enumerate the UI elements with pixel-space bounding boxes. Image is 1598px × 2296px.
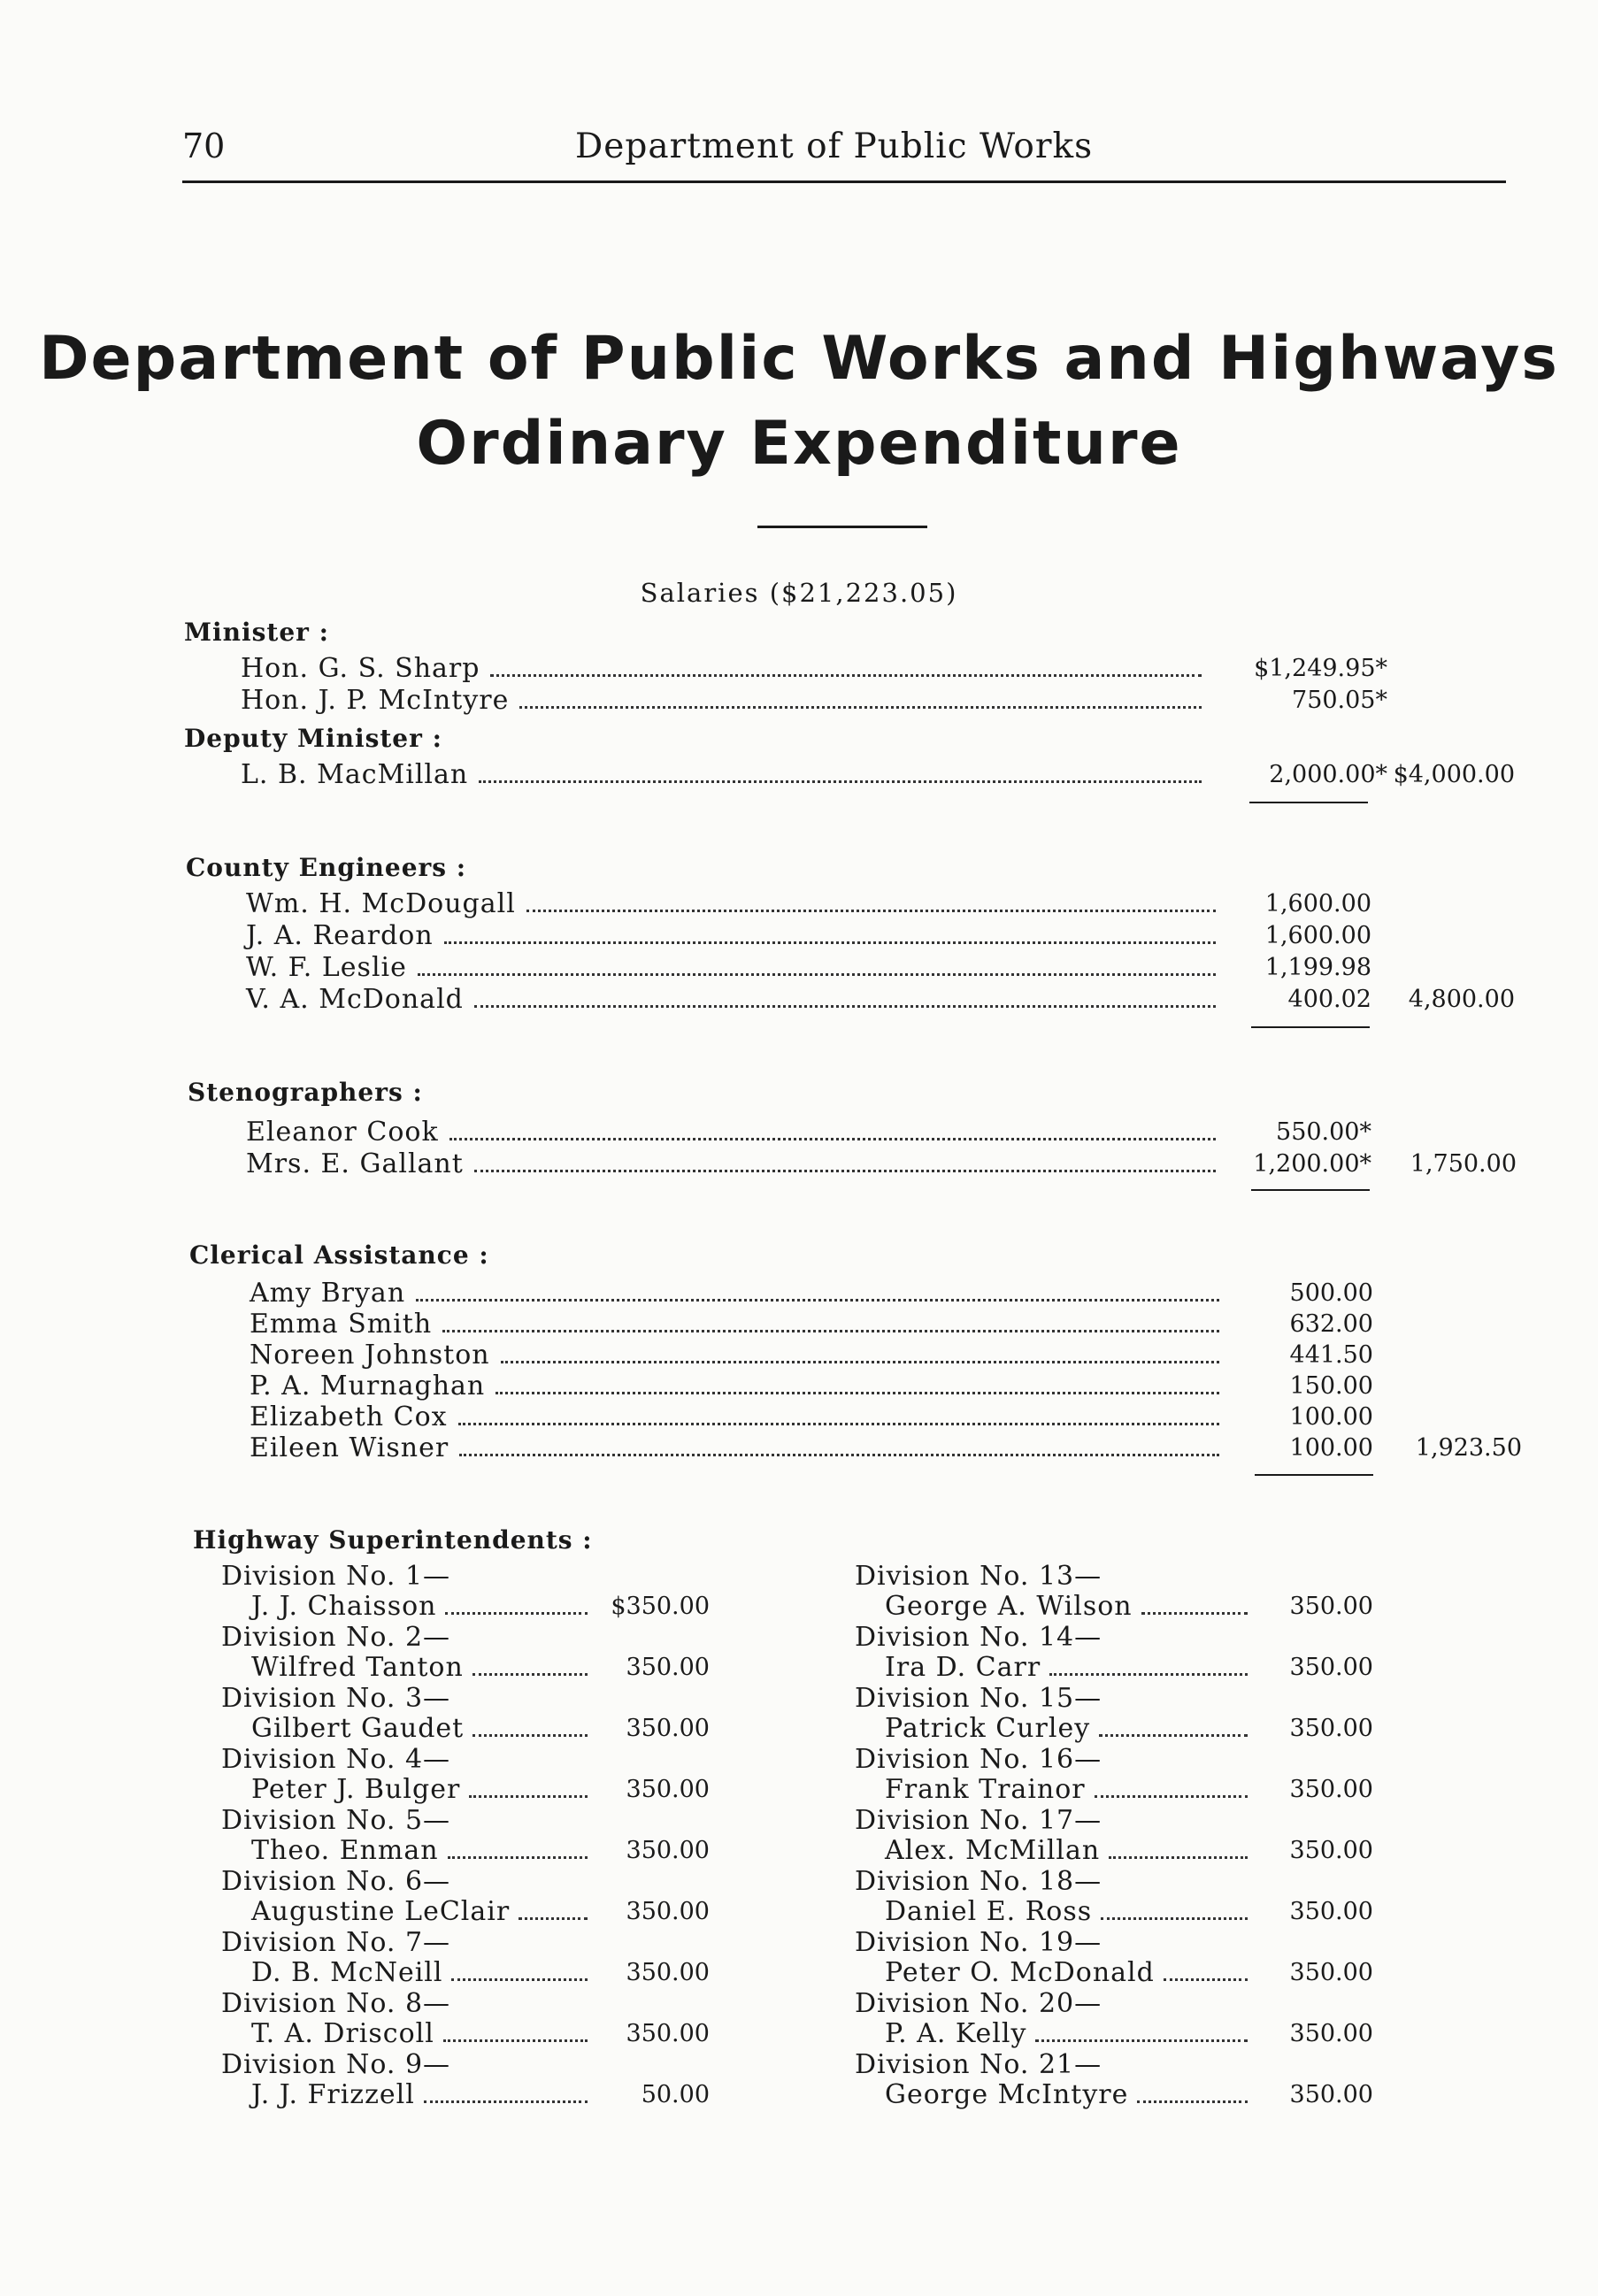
entry-name: Amy Bryan <box>250 1278 406 1309</box>
superintendent-name: George McIntyre <box>885 2079 1129 2110</box>
entry-amount: 550.00* <box>1276 1118 1371 1146</box>
dot-leader <box>490 674 1202 677</box>
dot-leader <box>496 1392 1219 1394</box>
division-label: Division No. 1— <box>221 1561 451 1592</box>
section-heading-deputy-minister: Deputy Minister : <box>184 724 442 753</box>
dot-leader <box>442 1330 1219 1332</box>
entry-name: Hon. G. S. Sharp <box>241 653 480 684</box>
entry-name: V. A. McDonald <box>246 984 464 1015</box>
entry-amount: 100.00 <box>1289 1434 1373 1462</box>
dot-leader <box>469 1795 588 1798</box>
section-heading-clerical-assistance: Clerical Assistance : <box>189 1240 489 1270</box>
superintendent-amount: 350.00 <box>626 1898 710 1925</box>
superintendent-name: Ira D. Carr <box>885 1652 1041 1683</box>
entry-amount: 1,199.98 <box>1264 954 1371 981</box>
entry-amount: 150.00 <box>1289 1372 1373 1400</box>
superintendent-amount: 350.00 <box>626 1837 710 1864</box>
division-label: Division No. 2— <box>221 1622 451 1653</box>
superintendent-name: Alex. McMillan <box>885 1835 1101 1866</box>
list-item <box>885 1957 1256 1989</box>
dot-leader <box>474 1170 1216 1172</box>
entry-amount: 500.00 <box>1289 1279 1373 1307</box>
division-label: Division No. 4— <box>221 1744 451 1775</box>
list-item <box>885 1713 1256 1745</box>
superintendent-amount: 350.00 <box>626 2020 710 2047</box>
list-item <box>250 1432 1232 1464</box>
entry-amount: 632.00 <box>1289 1310 1373 1338</box>
division-label: Division No. 8— <box>221 1988 451 2019</box>
entry-name: Noreen Johnston <box>250 1340 490 1371</box>
dot-leader <box>1049 1673 1248 1676</box>
list-item <box>251 2079 596 2111</box>
division-label: Division No. 5— <box>221 1805 451 1836</box>
list-item <box>246 920 1228 952</box>
superintendent-name: Peter O. McDonald <box>885 1957 1155 1988</box>
division-label: Division No. 14— <box>855 1622 1102 1653</box>
dot-leader <box>449 1138 1216 1140</box>
list-item <box>251 1896 596 1928</box>
superintendent-name: Wilfred Tanton <box>251 1652 464 1683</box>
superintendent-amount: 50.00 <box>641 2081 710 2108</box>
dot-leader <box>479 780 1202 783</box>
list-item <box>250 1401 1232 1433</box>
list-item <box>251 1713 596 1745</box>
list-item <box>885 1835 1256 1867</box>
division-label: Division No. 18— <box>855 1866 1102 1897</box>
division-label: Division No. 20— <box>855 1988 1102 2019</box>
section-heading-minister: Minister : <box>184 618 329 647</box>
dot-leader <box>416 1299 1219 1302</box>
superintendent-amount: $350.00 <box>611 1593 710 1620</box>
list-item <box>250 1309 1232 1340</box>
superintendent-name: Frank Trainor <box>885 1774 1086 1805</box>
dot-leader <box>474 1005 1216 1008</box>
superintendent-amount: 350.00 <box>1289 1837 1373 1864</box>
page-number: 70 <box>182 127 226 165</box>
list-item <box>241 759 1214 791</box>
entry-name: W. F. Leslie <box>246 952 407 983</box>
superintendent-name: Theo. Enman <box>251 1835 439 1866</box>
list-item <box>250 1340 1232 1371</box>
page-title: Department of Public Works and Highways <box>39 324 1559 394</box>
superintendent-name: D. B. McNeill <box>251 1957 443 1988</box>
dot-leader <box>1137 2100 1248 2103</box>
list-item <box>241 685 1214 717</box>
section-total: 1,923.50 <box>1415 1434 1522 1462</box>
dot-leader <box>451 1978 588 1981</box>
dot-leader <box>519 706 1202 709</box>
division-label: Division No. 7— <box>221 1927 451 1958</box>
superintendent-amount: 350.00 <box>1289 2020 1373 2047</box>
superintendent-name: T. A. Driscoll <box>251 2018 434 2049</box>
list-item <box>885 1591 1256 1623</box>
entry-name: Eileen Wisner <box>250 1432 449 1463</box>
subtotal-rule <box>1249 802 1368 803</box>
superintendent-name: P. A. Kelly <box>885 2018 1027 2049</box>
dot-leader <box>1141 1612 1248 1615</box>
entry-amount: 1,600.00 <box>1264 922 1371 949</box>
entry-name: Hon. J. P. McIntyre <box>241 685 510 716</box>
dot-leader <box>519 1917 588 1920</box>
list-item <box>251 1957 596 1989</box>
division-label: Division No. 6— <box>221 1866 451 1897</box>
division-label: Division No. 17— <box>855 1805 1102 1836</box>
dot-leader <box>472 1734 588 1737</box>
dot-leader <box>1035 2039 1248 2042</box>
superintendent-amount: 350.00 <box>1289 1959 1373 1986</box>
entry-amount: 1,200.00* <box>1253 1150 1371 1178</box>
list-item <box>251 1835 596 1867</box>
section-heading-stenographers: Stenographers : <box>188 1078 423 1107</box>
list-item <box>885 2079 1256 2111</box>
entry-name: Elizabeth Cox <box>250 1401 448 1432</box>
superintendent-name: Patrick Curley <box>885 1713 1091 1744</box>
superintendent-amount: 350.00 <box>626 1715 710 1742</box>
entry-name: Wm. H. McDougall <box>246 888 516 919</box>
dot-leader <box>472 1673 588 1676</box>
division-label: Division No. 21— <box>855 2049 1102 2080</box>
list-item <box>885 1774 1256 1806</box>
entry-amount: 400.02 <box>1287 986 1371 1013</box>
list-item <box>246 952 1228 984</box>
dot-leader <box>1095 1795 1248 1798</box>
superintendent-amount: 350.00 <box>1289 1776 1373 1803</box>
list-item <box>251 1774 596 1806</box>
list-item <box>251 1591 596 1623</box>
dot-leader <box>448 1856 588 1859</box>
superintendent-amount: 350.00 <box>1289 1593 1373 1620</box>
dot-leader <box>443 2039 588 2042</box>
entry-amount: 750.05* <box>1292 687 1387 714</box>
subtotal-rule <box>1251 1189 1370 1191</box>
superintendent-amount: 350.00 <box>1289 1715 1373 1742</box>
dot-leader <box>1099 1734 1248 1737</box>
superintendent-name: Augustine LeClair <box>251 1896 511 1927</box>
running-title: Department of Public Works <box>575 127 1094 166</box>
dot-leader <box>501 1361 1219 1363</box>
list-item <box>251 1652 596 1684</box>
subtotal-rule <box>1251 1026 1370 1028</box>
subtotal-rule <box>1255 1474 1373 1476</box>
division-label: Division No. 19— <box>855 1927 1102 1958</box>
superintendent-amount: 350.00 <box>1289 2081 1373 2108</box>
entry-amount: $1,249.95* <box>1254 655 1387 682</box>
superintendent-name: Gilbert Gaudet <box>251 1713 465 1744</box>
superintendent-name: J. J. Frizzell <box>251 2079 415 2110</box>
entry-amount: 1,600.00 <box>1264 890 1371 918</box>
dot-leader <box>526 910 1216 912</box>
dot-leader <box>459 1454 1219 1456</box>
list-item <box>250 1371 1232 1402</box>
list-item <box>246 984 1228 1016</box>
dot-leader <box>444 941 1216 944</box>
dot-leader <box>1109 1856 1248 1859</box>
division-label: Division No. 15— <box>855 1683 1102 1714</box>
dot-leader <box>445 1612 588 1615</box>
list-item <box>250 1278 1232 1309</box>
superintendent-amount: 350.00 <box>626 1959 710 1986</box>
dot-leader <box>418 973 1216 976</box>
entry-amount: 441.50 <box>1289 1341 1373 1369</box>
superintendent-amount: 350.00 <box>1289 1898 1373 1925</box>
superintendent-name: George A. Wilson <box>885 1591 1133 1622</box>
list-item <box>246 1148 1228 1180</box>
superintendent-amount: 350.00 <box>626 1654 710 1681</box>
entry-amount: 100.00 <box>1289 1403 1373 1431</box>
entry-name: Emma Smith <box>250 1309 433 1340</box>
list-item <box>241 653 1214 685</box>
section-total: 4,800.00 <box>1408 986 1515 1013</box>
list-item <box>251 2018 596 2050</box>
entry-name: J. A. Reardon <box>246 920 434 951</box>
dot-leader <box>1164 1978 1248 1981</box>
entry-name: Mrs. E. Gallant <box>246 1148 464 1179</box>
superintendent-name: Daniel E. Ross <box>885 1896 1093 1927</box>
entry-name: L. B. MacMillan <box>241 759 469 790</box>
section-total: 1,750.00 <box>1410 1150 1517 1178</box>
division-label: Division No. 13— <box>855 1561 1102 1592</box>
dot-leader <box>458 1423 1219 1425</box>
dot-leader <box>1101 1917 1248 1920</box>
superintendent-name: J. J. Chaisson <box>251 1591 437 1622</box>
entry-amount: 2,000.00* <box>1269 761 1387 788</box>
section-total: $4,000.00 <box>1393 761 1515 788</box>
superintendent-name: Peter J. Bulger <box>251 1774 461 1805</box>
list-item <box>246 888 1228 920</box>
division-label: Division No. 3— <box>221 1683 451 1714</box>
list-item <box>885 1896 1256 1928</box>
superintendent-amount: 350.00 <box>626 1776 710 1803</box>
entry-name: Eleanor Cook <box>246 1117 439 1148</box>
entry-name: P. A. Murnaghan <box>250 1371 486 1401</box>
section-heading-county-engineers: County Engineers : <box>186 853 467 882</box>
dot-leader <box>424 2100 588 2103</box>
list-item <box>885 1652 1256 1684</box>
salaries-heading: Salaries ($21,223.05) <box>640 578 958 608</box>
page-subtitle: Ordinary Expenditure <box>416 409 1182 479</box>
superintendent-amount: 350.00 <box>1289 1654 1373 1681</box>
list-item <box>246 1117 1228 1148</box>
title-rule <box>757 526 927 528</box>
list-item <box>885 2018 1256 2050</box>
division-label: Division No. 16— <box>855 1744 1102 1775</box>
section-heading-highway-superintendents: Highway Superintendents : <box>193 1525 593 1555</box>
header-rule <box>182 180 1506 183</box>
division-label: Division No. 9— <box>221 2049 451 2080</box>
